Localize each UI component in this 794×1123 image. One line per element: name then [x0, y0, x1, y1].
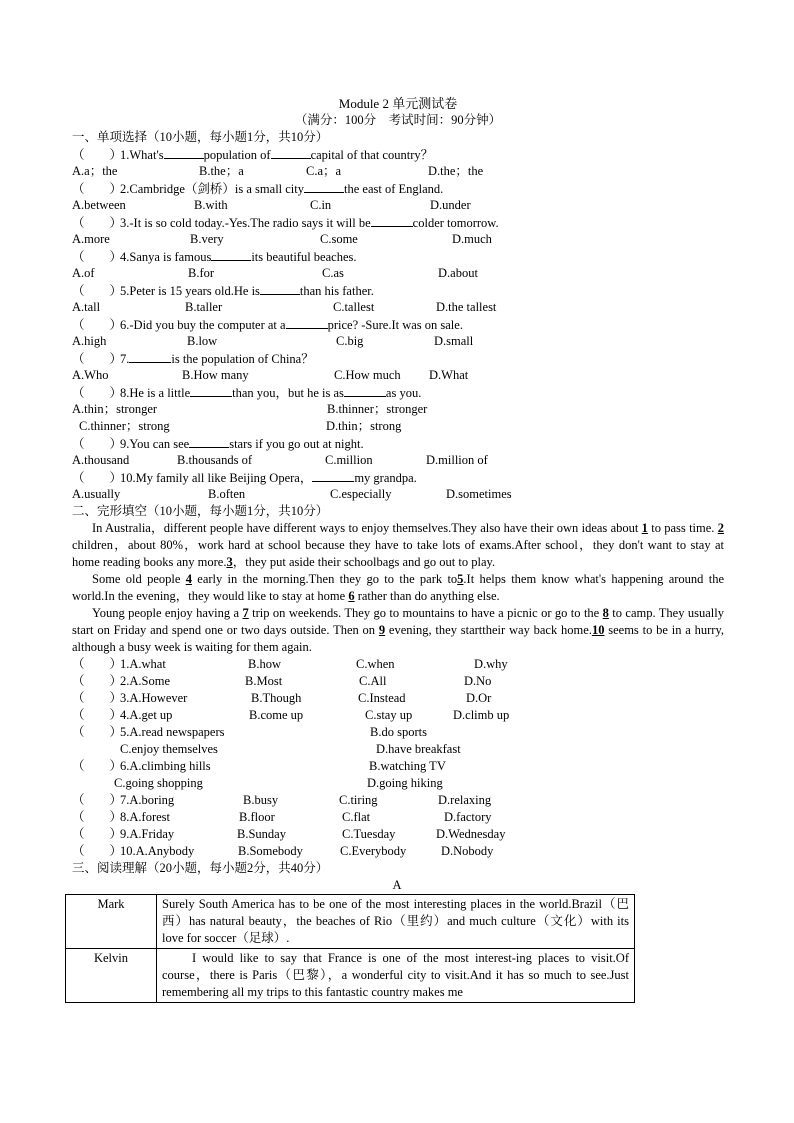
option-c[interactable]: C.stay up — [365, 708, 413, 722]
blank[interactable] — [286, 316, 328, 329]
blank-number: 5 — [457, 572, 464, 586]
question-text: than his father. — [299, 284, 374, 298]
blank-number: 1 — [641, 521, 648, 535]
options-3 — [72, 231, 724, 248]
option-d[interactable]: D.about — [438, 266, 478, 280]
option-a[interactable]: 10.A.Anybody — [120, 844, 195, 858]
question-text: 2.Cambridge（剑桥）is a small city — [120, 182, 305, 196]
question-text: 8.He is a little — [120, 386, 191, 400]
answer-paren[interactable]: （ ） — [72, 284, 123, 298]
blank-number: 10 — [591, 623, 605, 637]
option-b[interactable]: B.Most — [245, 674, 283, 688]
options-9 — [72, 452, 724, 469]
blank[interactable] — [190, 384, 232, 397]
section-1-heading: 一、单项选择（10小题，每小题1分，共10分） — [72, 130, 329, 144]
option-d[interactable]: D.why — [474, 657, 508, 671]
option-a[interactable]: A.usually — [72, 487, 121, 501]
question-4 — [72, 248, 724, 265]
question-text: 9.You can see — [120, 437, 190, 451]
option-d[interactable]: D.No — [464, 674, 492, 688]
option-d[interactable]: D.small — [434, 334, 474, 348]
option-b[interactable]: B.Though — [251, 691, 302, 705]
option-a[interactable]: 7.A.boring — [120, 793, 175, 807]
option-a[interactable]: 5.A.read newspapers — [120, 725, 225, 739]
option-d[interactable]: D.Nobody — [441, 844, 494, 858]
question-2 — [72, 180, 724, 197]
cloze-options-6b — [72, 775, 724, 792]
option-d[interactable]: D.going hiking — [367, 776, 443, 790]
blank[interactable] — [189, 435, 229, 448]
option-a[interactable]: 9.A.Friday — [120, 827, 175, 841]
option-c[interactable]: C.big — [336, 334, 364, 348]
options-1 — [72, 163, 724, 180]
option-a[interactable]: A.a；the — [72, 164, 118, 178]
option-d[interactable]: D.Or — [466, 691, 492, 705]
option-c[interactable]: C.in — [310, 198, 332, 212]
option-b[interactable]: B.often — [208, 487, 246, 501]
option-a[interactable]: A.between — [72, 198, 126, 212]
option-d[interactable]: D.the tallest — [436, 300, 497, 314]
answer-paren[interactable]: （ ） — [72, 657, 123, 671]
option-d[interactable]: D.climb up — [453, 708, 510, 722]
option-c[interactable]: C.tiring — [339, 793, 378, 807]
blank-number: 7 — [242, 606, 249, 620]
answer-paren[interactable]: （ ） — [72, 725, 123, 739]
cloze-options-1 — [72, 656, 724, 673]
options-8a — [72, 401, 724, 418]
options-5 — [72, 299, 724, 316]
exam-page — [72, 95, 724, 1004]
option-d[interactable]: D.factory — [444, 810, 492, 824]
question-text: as you. — [385, 386, 422, 400]
option-b[interactable]: B.the；a — [199, 164, 244, 178]
answer-paren[interactable]: （ ） — [72, 810, 123, 824]
option-a[interactable]: A.more — [72, 232, 110, 246]
blank-number: 6 — [348, 589, 355, 603]
question-text: 10.My family all like Beijing Opera， — [120, 471, 313, 485]
option-a[interactable]: A.thin；stronger — [72, 402, 158, 416]
table-row — [66, 949, 635, 1003]
question-3 — [72, 214, 724, 231]
question-text: is the population of China？ — [171, 352, 314, 366]
question-6 — [72, 316, 724, 333]
option-a[interactable]: 6.A.climbing hills — [120, 759, 211, 773]
option-c[interactable]: C.flat — [342, 810, 371, 824]
option-a[interactable]: 3.A.However — [120, 691, 188, 705]
option-c[interactable]: C.going shopping — [114, 776, 203, 790]
option-c[interactable]: C.How much — [334, 368, 401, 382]
option-b[interactable]: B.for — [188, 266, 215, 280]
option-b[interactable]: B.come up — [249, 708, 304, 722]
passage-label: A — [392, 878, 402, 892]
blank[interactable] — [371, 214, 413, 227]
person-text: I would like to say that France is one of the most interest-ing places to visit.Of course，there is Paris（巴黎），a wonderful city to visit.And it has so much to see.Just remembering all my trips to this fantastic country makes me — [157, 949, 635, 1003]
question-text: colder tomorrow. — [412, 216, 499, 230]
question-text: 6.-Did you buy the computer at a — [120, 318, 286, 332]
answer-paren[interactable]: （ ） — [72, 793, 123, 807]
cloze-options-3 — [72, 690, 724, 707]
blank-number: 9 — [378, 623, 386, 637]
question-10 — [72, 469, 724, 486]
blank[interactable] — [344, 384, 386, 397]
option-c[interactable]: C.All — [359, 674, 387, 688]
option-b[interactable]: B.busy — [243, 793, 279, 807]
answer-paren[interactable]: （ ） — [72, 148, 123, 162]
options-8b — [72, 418, 724, 435]
option-a[interactable]: A.thousand — [72, 453, 130, 467]
answer-paren[interactable]: （ ） — [72, 386, 123, 400]
options-7 — [72, 367, 724, 384]
person-name: Kelvin — [66, 949, 157, 1003]
question-text: the east of England. — [344, 182, 444, 196]
answer-paren[interactable]: （ ） — [72, 827, 123, 841]
section-2-heading: 二、完形填空（10小题，每小题1分，共10分） — [72, 504, 329, 518]
option-b[interactable]: B.thousands of — [177, 453, 252, 467]
option-a[interactable]: A.of — [72, 266, 95, 280]
option-c[interactable]: C.Everybody — [340, 844, 407, 858]
option-d[interactable]: D.thin；strong — [326, 419, 402, 433]
cloze-paragraph-1: In Australia，different people have different ways to enjoy themselves.They also have their own ideas about 1 to pass time. 2 children，about 80%，work hard at school because they have to take lots of exams.After school，they don't want to stay at home reading books any more.3，they put aside their schoolbags and go out to play. — [72, 521, 724, 569]
options-6 — [72, 333, 724, 350]
option-c[interactable]: C.especially — [330, 487, 392, 501]
option-b[interactable]: B.with — [194, 198, 228, 212]
option-a[interactable]: A.high — [72, 334, 107, 348]
option-a[interactable]: 2.A.Some — [120, 674, 170, 688]
question-8 — [72, 384, 724, 401]
option-a[interactable]: A.Who — [72, 368, 109, 382]
section-3-heading: 三、阅读理解（20小题，每小题2分，共40分） — [72, 861, 329, 875]
options-4 — [72, 265, 724, 282]
cloze-options-5a — [72, 724, 724, 741]
question-text: 4.Sanya is famous — [120, 250, 212, 264]
exam-title: Module 2 单元测试卷 — [338, 96, 458, 111]
option-d[interactable]: D.the；the — [428, 164, 484, 178]
cloze-options-10 — [72, 843, 724, 860]
option-d[interactable]: D.under — [430, 198, 471, 212]
option-b[interactable]: B.How many — [182, 368, 249, 382]
blank[interactable] — [271, 146, 311, 159]
question-text: its beautiful beaches. — [251, 250, 357, 264]
option-b[interactable]: B.very — [190, 232, 224, 246]
answer-paren[interactable]: （ ） — [72, 216, 123, 230]
question-5 — [72, 282, 724, 299]
option-a[interactable]: 1.A.what — [120, 657, 166, 671]
question-1 — [72, 146, 724, 163]
options-10 — [72, 486, 724, 503]
option-d[interactable]: D.much — [452, 232, 492, 246]
blank[interactable] — [129, 350, 171, 363]
option-c[interactable]: C.thinner；strong — [79, 419, 170, 433]
blank[interactable] — [312, 469, 354, 482]
blank-number: 3 — [226, 555, 233, 569]
answer-paren[interactable]: （ ） — [72, 437, 123, 451]
option-c[interactable]: C.tallest — [333, 300, 375, 314]
question-9 — [72, 435, 724, 452]
option-a[interactable]: 8.A.forest — [120, 810, 170, 824]
option-a[interactable]: A.tall — [72, 300, 101, 314]
question-text: price? -Sure.It was on sale. — [327, 318, 463, 332]
option-c[interactable]: C.Tuesday — [342, 827, 396, 841]
question-text: 3.-It is so cold today.-Yes.The radio says it will be — [120, 216, 371, 230]
answer-paren[interactable]: （ ） — [72, 708, 123, 722]
answer-paren[interactable]: （ ） — [72, 691, 123, 705]
blank[interactable] — [164, 146, 204, 159]
option-c[interactable]: C.million — [325, 453, 373, 467]
cloze-options-9 — [72, 826, 724, 843]
option-a[interactable]: 4.A.get up — [120, 708, 173, 722]
answer-paren[interactable]: （ ） — [72, 318, 123, 332]
blank-number: 8 — [602, 606, 609, 620]
option-b[interactable]: B.floor — [239, 810, 275, 824]
answer-paren[interactable]: （ ） — [72, 471, 123, 485]
blank-number: 2 — [717, 521, 724, 535]
options-2 — [72, 197, 724, 214]
table-row — [66, 895, 635, 949]
option-c[interactable]: C.a；a — [306, 164, 342, 178]
question-text: stars if you go out at night. — [229, 437, 364, 451]
cloze-paragraph-2: Some old people 4 early in the morning.Then they go to the park to5.It helps them know what's happening around the world.In the evening，they would like to stay at home 6 rather than do anything else. — [72, 572, 724, 603]
exam-subtitle: （满分：100分 考试时间：90分钟） — [294, 113, 502, 127]
answer-paren[interactable]: （ ） — [72, 250, 123, 264]
option-d[interactable]: D.have breakfast — [376, 742, 461, 756]
option-b[interactable]: B.Somebody — [238, 844, 303, 858]
question-7 — [72, 350, 724, 367]
option-d[interactable]: D.What — [429, 368, 469, 382]
question-text: 5.Peter is 15 years old.He is — [120, 284, 260, 298]
option-c[interactable]: C.enjoy themselves — [120, 742, 218, 756]
reading-table — [65, 894, 635, 1003]
question-text: capital of that country？ — [310, 148, 434, 162]
answer-paren[interactable]: （ ） — [72, 844, 123, 858]
answer-paren[interactable]: （ ） — [72, 674, 123, 688]
blank[interactable] — [260, 282, 300, 295]
option-b[interactable]: B.how — [248, 657, 281, 671]
option-b[interactable]: B.Sunday — [237, 827, 286, 841]
blank[interactable] — [304, 180, 344, 193]
option-d[interactable]: D.million of — [426, 453, 488, 467]
cloze-paragraph-3: Young people enjoy having a 7 trip on weekends. They go to mountains to have a picnic or go to the 8 to camp. They usually start on Friday and spend one or two days outside. Then on 9 evening, they starttheir way back home.10 seems to be in a hurry, although a busy week is waiting for them again. — [72, 606, 725, 654]
answer-paren[interactable]: （ ） — [72, 182, 123, 196]
cloze-options-7 — [72, 792, 724, 809]
cloze-options-4 — [72, 707, 724, 724]
option-c[interactable]: C.Instead — [358, 691, 406, 705]
answer-paren[interactable]: （ ） — [72, 759, 123, 773]
option-b[interactable]: B.thinner；stronger — [327, 402, 428, 416]
question-text: population of — [203, 148, 271, 162]
question-text: 7. — [120, 352, 130, 366]
option-d[interactable]: D.sometimes — [446, 487, 512, 501]
option-d[interactable]: D.Wednesday — [436, 827, 506, 841]
answer-paren[interactable]: （ ） — [72, 352, 123, 366]
cloze-options-5b — [72, 741, 724, 758]
question-text: 1.What's — [120, 148, 164, 162]
cloze-options-2 — [72, 673, 724, 690]
option-b[interactable]: B.low — [187, 334, 218, 348]
option-d[interactable]: D.relaxing — [438, 793, 492, 807]
question-text: than you，but he is as — [232, 386, 344, 400]
person-text: Surely South America has to be one of the most interesting places in the world.Brazil（巴西）has natural beauty，the beaches of Rio（里约）and much culture（文化）with its love for soccer（足球）. — [157, 895, 635, 949]
blank[interactable] — [211, 248, 251, 261]
blank-number: 4 — [185, 572, 192, 586]
option-b[interactable]: B.taller — [185, 300, 223, 314]
option-b[interactable]: B.do sports — [370, 725, 427, 739]
cloze-options-6a — [72, 758, 724, 775]
reading-table-wrap — [72, 894, 724, 1004]
question-text: my grandpa. — [354, 471, 417, 485]
option-c[interactable]: C.when — [356, 657, 395, 671]
cloze-options-8 — [72, 809, 724, 826]
person-name: Mark — [66, 895, 157, 949]
option-c[interactable]: C.some — [320, 232, 358, 246]
option-c[interactable]: C.as — [322, 266, 344, 280]
option-b[interactable]: B.watching TV — [369, 759, 446, 773]
